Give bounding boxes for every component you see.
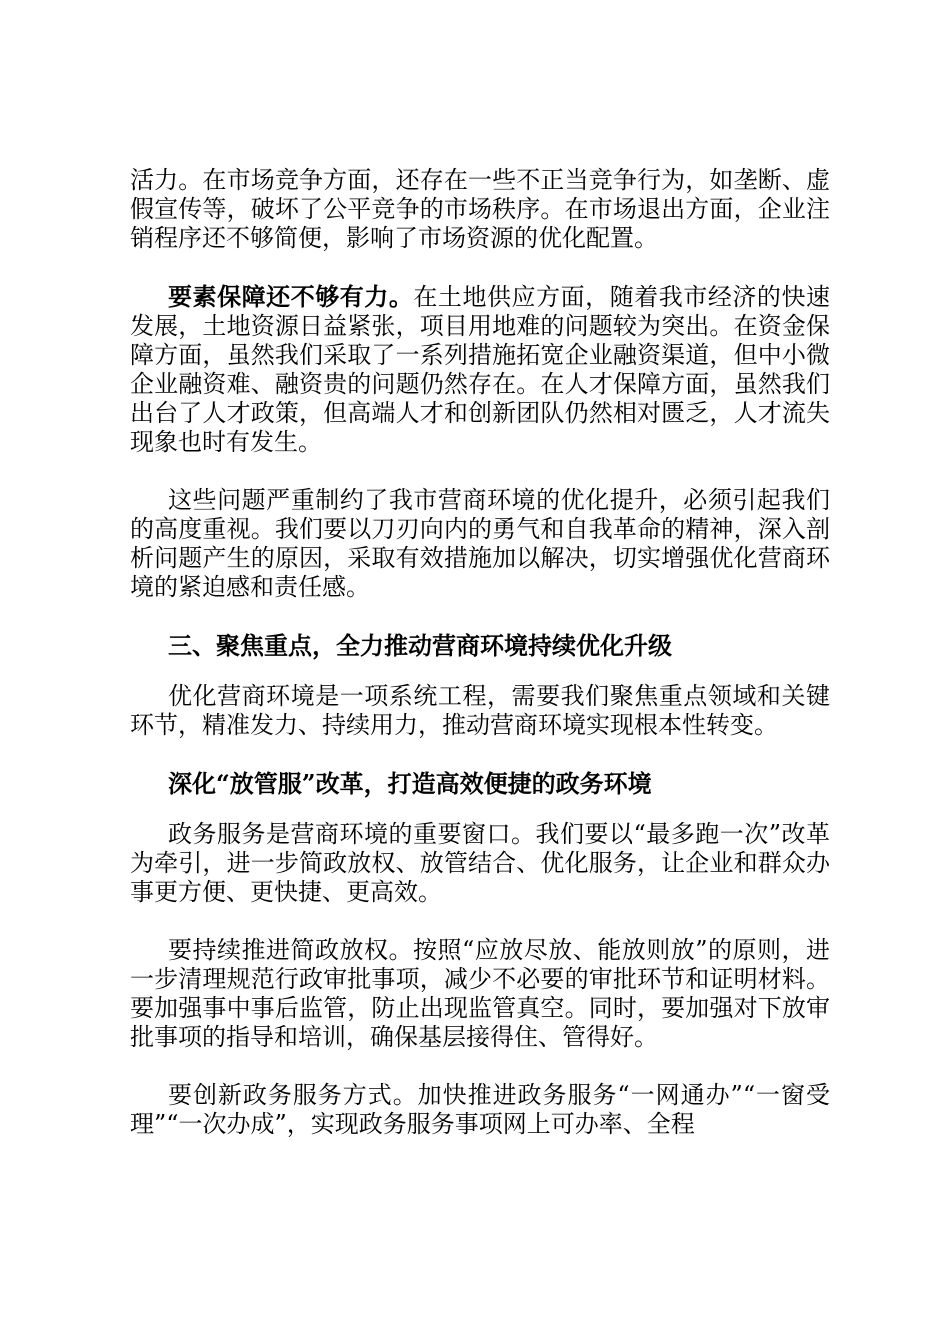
paragraph-lead-bold: 要素保障还不够有力。 [168, 282, 414, 311]
subsection-heading-reform: 深化“放管服”改革，打造高效便捷的政务环境 [168, 769, 652, 798]
paragraph-problems-summary: 这些问题严重制约了我市营商环境的优化提升，必须引起我们的高度重视。我们要以刀刃向内的勇气和自我革命的精神，深入剖析问题产生的原因，采取有效措施加以解决，切实增强优化营商环境的紧迫感和责任感。 [130, 486, 830, 601]
document-body [130, 166, 830, 1168]
paragraph-innovate-service: 要创新政务服务方式。加快推进政务服务“一网通办”“一窗受理”“一次办成”，实现政务服务事项网上可办率、全程 [130, 1081, 830, 1138]
section-heading-three: 三、聚焦重点，全力推动营商环境持续优化升级 [168, 631, 672, 660]
paragraph-factor-guarantee [130, 282, 830, 457]
paragraph-body-text: 在土地供应方面，随着我市经济的快速发展，土地资源日益紧张，项目用地难的问题较为突出。在资金保障方面，虽然我们采取了一系列措施拓宽企业融资渠道，但中小微企业融资难、融资贵的问题仍然存在。在人才保障方面，虽然我们出台了人才政策，但高端人才和创新团队仍然相对匮乏，人才流失现象也时有发生。 [130, 283, 831, 456]
paragraph-government-service: 政务服务是营商环境的重要窗口。我们要以“最多跑一次”改革为牵引，进一步简政放权、放管结合、优化服务，让企业和群众办事更方便、更快捷、更高效。 [130, 820, 830, 906]
paragraph-streamline-administration: 要持续推进简政放权。按照“应放尽放、能放则放”的原则，进一步清理规范行政审批事项，减少不必要的审批环节和证明材料。要加强事中事后监管，防止出现监管真空。同时，要加强对下放审批事项的指导和培训，确保基层接得住、管得好。 [130, 936, 830, 1051]
paragraph-system-engineering: 优化营商环境是一项系统工程，需要我们聚焦重点领域和关键环节，精准发力、持续用力，推动营商环境实现根本性转变。 [130, 682, 830, 739]
paragraph-market-competition: 活力。在市场竞争方面，还存在一些不正当竞争行为，如垄断、虚假宣传等，破坏了公平竞争的市场秩序。在市场退出方面，企业注销程序还不够简便，影响了市场资源的优化配置。 [130, 166, 830, 252]
